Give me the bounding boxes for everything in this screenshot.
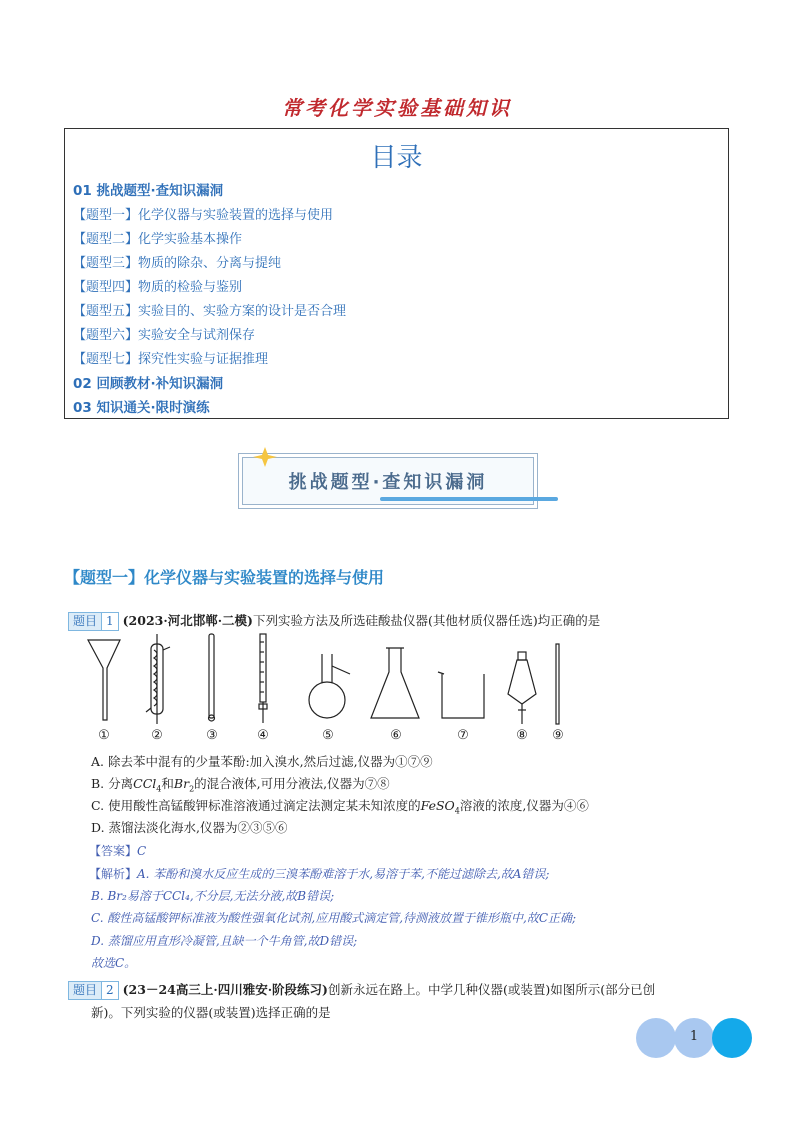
question-source: (2023·河北邯郸·二模) [122,613,253,628]
analysis-text: A. 苯酚和溴水反应生成的三溴苯酚难溶于水,易溶于苯,不能过滤除去,故A错误; [137,867,550,881]
option-b [91,774,390,794]
option-c [91,796,589,816]
option-a: A. 除去苯中混有的少量苯酚:加入溴水,然后过滤,仪器为①⑦⑨ [91,754,433,769]
apparatus-label: ① [98,728,110,743]
option-b-text: 的混合液体,可用分液法,仪器为⑦⑧ [194,776,390,791]
toc-item[interactable]: 02 回顾教材·补知识漏洞 [73,376,224,392]
banner-underline [380,497,558,501]
apparatus-label: ⑨ [552,728,564,743]
option-c-text: 溶液的浓度,仪器为④⑥ [459,798,589,813]
question-stem: 创新永远在路上。中学几种仪器(或装置)如图所示(部分已创 [327,982,656,997]
toc-item[interactable]: 【题型六】实验安全与试剂保存 [73,328,256,343]
toc-item[interactable]: 01 挑战题型·查知识漏洞 [73,183,224,199]
toc-item[interactable]: 【题型五】实验目的、实验方案的设计是否合理 [73,304,347,319]
toc-item[interactable]: 【题型一】化学仪器与实验装置的选择与使用 [73,208,334,223]
analysis-label: 【解析】 [89,867,138,881]
apparatus-label: ⑤ [322,728,334,743]
formula-ccl4: CCl [133,776,157,791]
condenser-icon [146,634,170,724]
document-title: 常考化学实验基础知识 [282,96,512,120]
apparatus-label: ⑥ [390,728,402,743]
answer-label: 【答案】 [89,844,138,858]
option-c-text: C. 使用酸性高锰酸钾标准溶液通过滴定法测定某未知浓度的 [91,798,421,813]
apparatus-drawings [84,630,584,725]
apparatus-label: ⑧ [516,728,528,743]
separatory-funnel-icon [508,652,536,724]
question-number: 2 [101,981,119,1000]
option-b-text: B. 分离 [91,776,134,791]
option-d: D. 蒸馏法淡化海水,仪器为②③⑤⑥ [91,820,288,835]
apparatus-figure [84,630,584,745]
question-number: 1 [101,612,119,631]
conical-flask-icon [371,648,419,718]
toc-item[interactable]: 03 知识通关·限时演练 [73,400,210,416]
table-of-contents [64,128,729,419]
question-source: (23－24高三上·四川雅安·阶段练习) [122,982,328,997]
formula-subscript: 2 [189,784,195,794]
funnel-icon [88,640,120,720]
toc-item[interactable]: 【题型四】物质的检验与鉴别 [73,280,243,295]
page-number: 1 [689,1029,699,1044]
sparkle-icon [250,445,280,469]
toc-item[interactable]: 【题型七】探究性实验与证据推理 [73,352,269,367]
analysis-line: 故选C。 [91,956,137,970]
burette-icon [259,634,267,723]
analysis-line: C. 酸性高锰酸钾标准液为酸性强氧化试剂,应用酸式滴定管,待测液放置于锥形瓶中,故C正确; [91,911,577,925]
toc-heading: 目录 [370,143,423,173]
answer-value: C [137,844,147,858]
thermometer-icon [209,634,215,721]
glass-rod-icon [556,644,559,724]
formula-br2: Br [173,776,190,791]
beaker-icon [438,672,484,718]
question-1-header [68,611,600,631]
question-2-continuation: 新)。下列实验的仪器(或装置)选择正确的是 [91,1005,331,1020]
apparatus-label: ⑦ [457,728,469,743]
toc-item[interactable]: 【题型三】物质的除杂、分离与提纯 [73,256,282,271]
analysis-line: D. 蒸馏应用直形冷凝管,且缺一个牛角管,故D错误; [91,934,358,948]
formula-subscript: 4 [454,806,460,816]
option-b-text: 和 [161,776,174,791]
formula-feso4: FeSO [420,798,455,813]
distillation-flask-icon [309,654,350,718]
analysis-line: B. Br₂易溶于CCl₄,不分层,无法分液,故B错误; [91,889,335,903]
apparatus-label: ④ [257,728,269,743]
section-title: 【题型一】化学仪器与实验装置的选择与使用 [64,568,385,587]
section-banner [238,453,540,511]
apparatus-label: ③ [206,728,218,743]
banner-text: 挑战题型·查知识漏洞 [288,472,488,493]
page-number-badge [636,1018,752,1060]
apparatus-label: ② [151,728,163,743]
toc-item[interactable]: 【题型二】化学实验基本操作 [73,232,243,247]
question-2-header [68,980,655,1000]
analysis-line [89,865,549,882]
question-tag: 题目 [68,612,102,631]
badge-circle [636,1018,676,1058]
question-stem: 下列实验方法及所选硅酸盐仪器(其他材质仪器任选)均正确的是 [252,613,601,628]
formula-subscript: 4 [156,784,162,794]
question-tag: 题目 [68,981,102,1000]
answer-line [89,842,146,859]
badge-circle [712,1018,752,1058]
